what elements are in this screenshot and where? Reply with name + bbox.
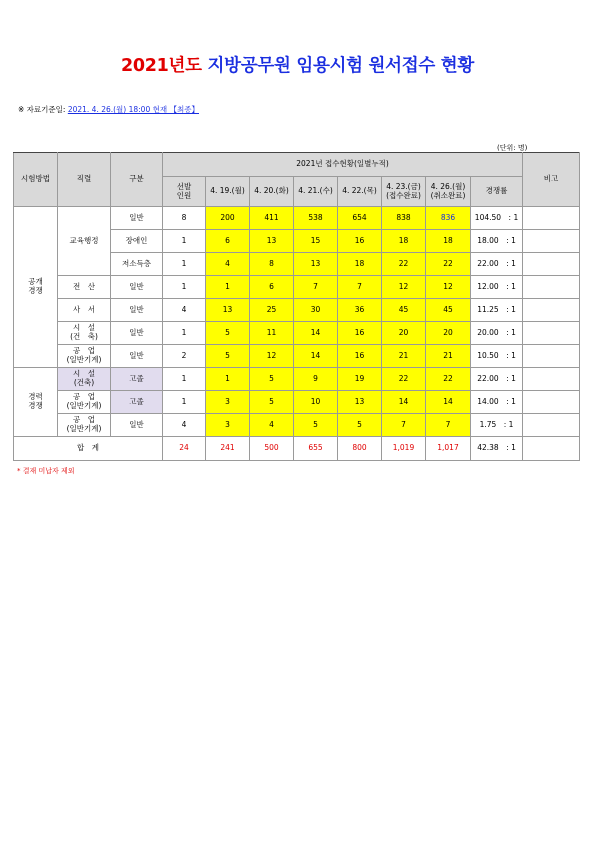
job-facility: 시 설 (건 축) [58,322,111,345]
job-industrial-last: 공 업 (일반기계) [58,414,111,437]
header-date: 4. 19.(월) [206,177,250,207]
selected-cell: 2 [163,345,206,368]
header-category: 구분 [111,153,163,207]
count-cell: 45 [426,299,471,322]
unit-label: (단위: 명) [497,144,528,152]
count-cell: 22 [382,253,426,276]
rate-cell: 104.50 : 1 [471,207,523,230]
count-cell: 5 [338,414,382,437]
count-cell: 18 [338,253,382,276]
count-cell: 16 [338,230,382,253]
count-cell: 20 [382,322,426,345]
total-row [14,437,580,461]
header-date: 4. 23.(금) (접수완료) [382,177,426,207]
selected-cell: 4 [163,299,206,322]
total-rate: 42.38 : 1 [471,437,523,461]
count-cell: 16 [338,322,382,345]
remarks-cell [523,230,580,253]
count-cell: 20 [426,322,471,345]
selected-cell: 1 [163,322,206,345]
header-rate: 경쟁률 [471,177,523,207]
count-cell: 21 [426,345,471,368]
count-cell: 5 [250,368,294,391]
count-cell: 11 [250,322,294,345]
count-cell: 411 [250,207,294,230]
count-cell: 14 [294,345,338,368]
header-date: 4. 20.(화) [250,177,294,207]
total-count: 500 [250,437,294,461]
count-cell: 5 [206,322,250,345]
count-cell: 4 [206,253,250,276]
selected-cell: 1 [163,276,206,299]
selected-cell: 4 [163,414,206,437]
total-count: 1,017 [426,437,471,461]
table-row [14,391,580,414]
rate-cell: 10.50 : 1 [471,345,523,368]
count-cell: 1 [206,368,250,391]
remarks-cell [523,414,580,437]
total-count: 241 [206,437,250,461]
count-cell: 4 [250,414,294,437]
category-cell: 일반 [111,414,163,437]
remarks-cell [523,322,580,345]
rate-cell: 12.00 : 1 [471,276,523,299]
count-cell: 19 [338,368,382,391]
total-selected: 24 [163,437,206,461]
count-cell: 36 [338,299,382,322]
count-cell: 5 [250,391,294,414]
category-cell: 장애인 [111,230,163,253]
count-cell: 13 [294,253,338,276]
table-row [14,276,580,299]
count-cell: 22 [426,253,471,276]
count-cell: 8 [250,253,294,276]
count-cell: 1 [206,276,250,299]
table-row [14,414,580,437]
table-row [14,299,580,322]
selected-cell: 1 [163,368,206,391]
basis-datetime: 2021. 4. 26.(월) 18:00 현재 【최종】 [67,105,199,114]
rate-cell: 14.00 : 1 [471,391,523,414]
count-cell: 45 [382,299,426,322]
count-cell: 538 [294,207,338,230]
selected-cell: 8 [163,207,206,230]
total-label: 합 계 [14,437,163,461]
category-cell: 저소득층 [111,253,163,276]
count-cell: 10 [294,391,338,414]
header-date: 4. 21.(수) [294,177,338,207]
count-cell: 838 [382,207,426,230]
count-cell: 836 [426,207,471,230]
header-method: 시험방법 [14,153,58,207]
method-career: 경력 경쟁 [14,368,58,437]
selected-cell: 1 [163,391,206,414]
count-cell: 9 [294,368,338,391]
rate-cell: 20.00 : 1 [471,322,523,345]
job-industrial: 공 업 (일반기계) [58,345,111,368]
count-cell: 18 [426,230,471,253]
table-row [14,345,580,368]
header-date: 4. 26.(월) (취소완료) [426,177,471,207]
remarks-cell [523,345,580,368]
count-cell: 18 [382,230,426,253]
remarks-cell [523,437,580,461]
selected-cell: 1 [163,253,206,276]
job-computing: 전 산 [58,276,111,299]
total-count: 655 [294,437,338,461]
rate-cell: 18.00 : 1 [471,230,523,253]
remarks-cell [523,391,580,414]
job-facility-career: 시 설 (건축) [58,368,111,391]
count-cell: 30 [294,299,338,322]
category-cell: 일반 [111,322,163,345]
category-cell: 일반 [111,207,163,230]
header-selected: 선발 인원 [163,177,206,207]
category-cell: 일반 [111,299,163,322]
category-cell: 일반 [111,345,163,368]
count-cell: 12 [250,345,294,368]
header-remarks: 비고 [523,153,580,207]
basis-label: ※ 자료기준일: [18,105,68,114]
remarks-cell [523,253,580,276]
count-cell: 5 [206,345,250,368]
count-cell: 21 [382,345,426,368]
header-job: 직렬 [58,153,111,207]
count-cell: 6 [206,230,250,253]
footnote: * 결재 미납자 제외 [17,467,75,475]
job-clerk: 사 서 [58,299,111,322]
table-row [14,368,580,391]
rate-cell: 11.25 : 1 [471,299,523,322]
count-cell: 7 [294,276,338,299]
count-cell: 25 [250,299,294,322]
count-cell: 22 [382,368,426,391]
count-cell: 7 [338,276,382,299]
table-row [14,207,580,230]
job-edu: 교육행정 [58,207,111,276]
table-row [14,322,580,345]
rate-cell: 1.75 : 1 [471,414,523,437]
count-cell: 200 [206,207,250,230]
header-group: 2021년 접수현황(일별누적) [163,153,523,177]
count-cell: 16 [338,345,382,368]
count-cell: 3 [206,414,250,437]
count-cell: 13 [338,391,382,414]
count-cell: 12 [426,276,471,299]
count-cell: 7 [426,414,471,437]
count-cell: 14 [294,322,338,345]
page-title [0,52,595,77]
count-cell: 3 [206,391,250,414]
remarks-cell [523,276,580,299]
count-cell: 13 [250,230,294,253]
count-cell: 15 [294,230,338,253]
title-text: 지방공무원 임용시험 원서접수 현황 [201,56,474,76]
rate-cell: 22.00 : 1 [471,253,523,276]
count-cell: 6 [250,276,294,299]
category-cell: 일반 [111,276,163,299]
selected-cell: 1 [163,230,206,253]
category-cell: 고졸 [111,391,163,414]
category-cell: 고졸 [111,368,163,391]
count-cell: 13 [206,299,250,322]
remarks-cell [523,299,580,322]
title-year: 2021년도 [121,56,202,76]
count-cell: 22 [426,368,471,391]
count-cell: 14 [426,391,471,414]
count-cell: 654 [338,207,382,230]
total-count: 1,019 [382,437,426,461]
count-cell: 12 [382,276,426,299]
total-count: 800 [338,437,382,461]
data-basis-date [18,104,199,115]
method-open: 공개 경쟁 [14,207,58,368]
remarks-cell [523,207,580,230]
count-cell: 7 [382,414,426,437]
count-cell: 14 [382,391,426,414]
count-cell: 5 [294,414,338,437]
application-status-table [13,152,580,461]
job-industrial-career: 공 업 (일반기계) [58,391,111,414]
rate-cell: 22.00 : 1 [471,368,523,391]
remarks-cell [523,368,580,391]
header-date: 4. 22.(목) [338,177,382,207]
